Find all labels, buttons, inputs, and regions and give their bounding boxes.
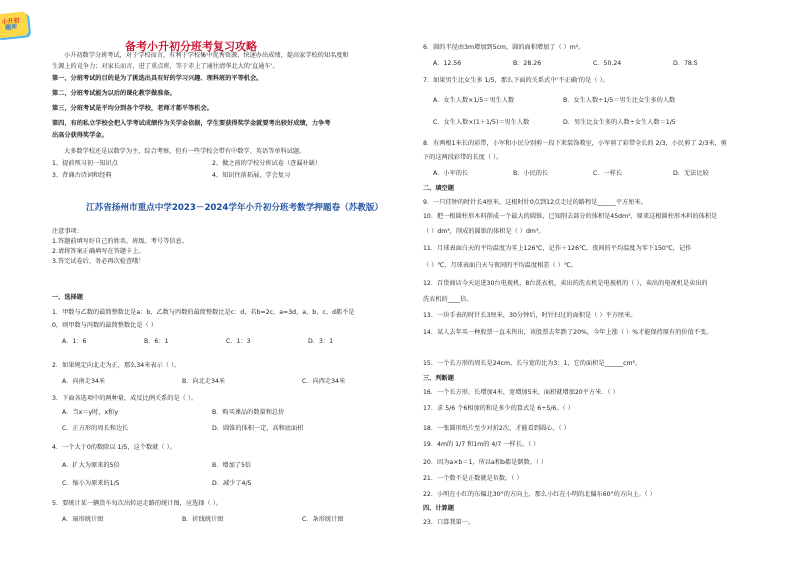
point-4-cont: 出高分获得奖学金。 — [52, 132, 108, 139]
left-column — [52, 0, 417, 562]
tip-2: 2、做之前的学校分班试卷（查漏补缺） — [212, 160, 322, 167]
q8-option-c: C．一样长 — [593, 170, 623, 177]
q4-option-a: A．扩大为原来的5倍 — [62, 462, 120, 469]
q2-option-c: C．向西走34米 — [302, 378, 346, 385]
q7-option-b: B．女生人数÷1/5＝男生比女生多的人数 — [563, 97, 676, 104]
q1-option-b: B．6：1 — [144, 338, 169, 345]
q3-option-d: D．圆锥的体积一定，高和底面积 — [212, 425, 304, 432]
q1-option-c: C．1：3 — [226, 338, 251, 345]
q23: 23．口算我第一。 — [423, 519, 475, 526]
q6-option-d: D．78.5 — [673, 60, 698, 67]
point-3: 第三，分班考试是平均分到各个学校，老师才都平等机会。 — [52, 105, 213, 112]
q2-stem: 2．如果规定向北走为正，那么34米表示（ ）。 — [52, 362, 181, 369]
q1-line-1: 1．甲数与乙数的最简整数比是a：b，乙数与丙数的最简整数比是c：d，若b=2c，a=3d，a、b、c、d都不是 — [52, 309, 355, 316]
logo-line-2: 题库 — [4, 23, 18, 32]
q20: 20．因为a×b＝1，所以a和b都是倒数。（ ） — [423, 459, 548, 466]
notice-3: 3.答完试卷后，务必再次检查哦！ — [52, 258, 145, 265]
q3-option-c: C．正方形的周长和边长 — [62, 425, 129, 432]
q5-option-a: A．扇形统计图 — [62, 516, 104, 523]
q6-option-a: A．12.56 — [433, 60, 462, 67]
q8-option-a: A．小军的长 — [433, 170, 469, 177]
notice-2: 2.请将答案正确填写在答题卡上。 — [52, 248, 145, 255]
q18: 18．一张圆形纸片至少对折2次，才能看到圆心。（ ） — [423, 425, 570, 432]
q7-option-d: D．男生比女生多的人数÷女生人数＝1/5 — [563, 119, 676, 126]
advice-text: 大多数学校还是以数学为主，综合考察，但有一些学校会带有中数学、英语等单科试题。 — [64, 148, 306, 155]
q7-stem: 7．如果男生比女生多 1/5，那么下面的关系式中‘不正确’的是（ ）。 — [423, 77, 609, 84]
tip-4: 4、知识往前拓展，学会复习 — [212, 172, 291, 179]
q10-line-1: 10．把一根圆柱形木料削成一个最大的圆锥，已知削去部分的体积是45dm³，原来这根圆柱形木料的体积是 — [423, 213, 718, 220]
tip-1: 1、提前预习初一知识点 — [52, 160, 118, 167]
tip-3: 3、背诵古诗词和经典 — [52, 172, 112, 179]
q1-option-d: D．3：1 — [308, 338, 334, 345]
q22: 22．小明在小红的东偏北30°的方向上，那么小红在小明的北偏东60°的方向上。（ ） — [423, 491, 656, 498]
q3-stem: 3．下面各选项中的两种量，成反比例关系的是（ ）。 — [52, 395, 198, 402]
exam-title: 江苏省扬州市重点中学2023－2024学年小升初分班考数学押题卷（苏教版） — [86, 203, 384, 213]
right-column — [423, 0, 768, 562]
q11-line-1: 11．月球表面白天的平均温度为零上126℃，记作＋126℃，夜间的平均温度为零下150℃，记作 — [423, 245, 692, 252]
notice-1: 1.答题前填写好自己的姓名、班级、考号等信息。 — [52, 238, 188, 245]
point-1: 第一，分班考试的目的是为了挑选出具有好的学习兴趣、理科班的平等机会。 — [52, 75, 263, 82]
q6-option-b: B．28.26 — [513, 60, 542, 67]
q7-option-a: A．女生人数×1/5＝男生人数 — [433, 97, 515, 104]
q12-line-1: 12．百货商店今天运进30台电视机，8台洗衣机，卖出的洗衣机是电视机的（ ），卖出的电视机是卖出的 — [423, 280, 708, 287]
section-choice: 一、选择题 — [52, 294, 83, 301]
q1-line-2: 0，则甲数与丙数的最简整数比是（ ） — [52, 322, 157, 329]
q5-option-c: C．条形统计图 — [302, 516, 344, 523]
q15: 15．一个长方形的周长是24cm，长与宽的比为3：1，它的面积是______cm²。 — [423, 360, 642, 367]
intro-line-1: 小升初数学分班考试，对于学校而言，有利于学校集中优秀资源，快速办出成绩，提高家学校的知名度和 — [64, 52, 349, 59]
q4-option-d: D．减少了4/5 — [212, 480, 252, 487]
mascot-logo — [0, 11, 29, 38]
intro-line-2: 生源上的竞争力；对家长而言，进了重点班，等于赤上了通往清华北大的‘直通车’。 — [52, 63, 279, 70]
q21: 21．一个数不是正数就是负数。（ ） — [423, 475, 523, 482]
point-4: 第四，有的私立学校会把入学考试成绩作为关学金依据，学生要获得奖学金就要考出较好成绩，力争考 — [52, 120, 331, 127]
q2-option-a: A．向南走34米 — [62, 378, 106, 385]
section-fill: 二、填空题 — [423, 185, 454, 192]
q3-option-b: B．购买课品的数量和总价 — [212, 409, 285, 416]
q16: 16．一个长方形，长增加4米，宽增加5米，面积就增加20平方米．（ ） — [423, 389, 619, 396]
point-2: 第二，分班考试能为以后的课化教学做准备。 — [52, 90, 176, 97]
q14: 14．某人去年买一种股票一直未售出，该股票去年跌了20%，今年上涨（ ）%才能保持原有的价值不变。 — [423, 329, 713, 336]
q7-option-c: C．女生人数×(1＋1/5)＝男生人数 — [433, 119, 530, 126]
q8-line-2: 下的这两段彩带的长度（ ）。 — [423, 154, 503, 161]
q9: 9．一只挂钟的时针长4厘米，这根时针0点到12点走过的路程是______平方厘米。 — [423, 199, 647, 206]
notice-title: 注意事项： — [52, 228, 83, 235]
q1-option-a: A．1：6 — [62, 338, 87, 345]
page-title: 备考小升初分班考复习攻略 — [125, 40, 257, 53]
q8-line-1: 8．有两根1米长的彩带，小军和小民分别剪一段下来装饰教室，小军剪了彩带全长的 2/3，小民剪了 2/3米，剪 — [423, 140, 727, 147]
q8-option-d: D．无法比较 — [673, 170, 709, 177]
section-judge: 三、判断题 — [423, 375, 454, 382]
q10-line-2: （ ）dm³，削成的圆锥的体积是（ ）dm³。 — [423, 228, 545, 235]
q4-option-c: C．缩小为原来的1/5 — [62, 480, 120, 487]
q17: 17．求 5/6 个6相加的和是多少的算式是 6÷5/6。（ ） — [423, 405, 574, 412]
q12-line-2: 洗衣机的____倍。 — [423, 296, 473, 303]
q4-option-b: B．增加了5倍 — [212, 462, 252, 469]
q11-line-2: （ ）℃，月球表面白天与夜间的平均温度相差（ ）℃。 — [423, 262, 577, 269]
section-calc: 四、计算题 — [423, 505, 454, 512]
q5-stem: 5．要统计某一辆货车每次出转运走路的统计图，应选择（ ）。 — [52, 500, 222, 507]
q4-stem: 4．一个大于0的数除以 1/5，这个数就（ ）。 — [52, 444, 176, 451]
q6-stem: 6．圆的半径由3m增加到5cm，圆的面积增加了（ ）m²。 — [423, 44, 585, 51]
q3-option-a: A．当x＝y时，x和y — [62, 409, 119, 416]
q19: 19．4m的 1/7 和1m的 4/7 一样长。（ ） — [423, 441, 540, 448]
q6-option-c: C．50.24 — [593, 60, 622, 67]
logo-line-1: 小升初 — [1, 16, 20, 26]
q13: 13．一块手表的时针长3厘米，30分钟后，时针扫过的面积是（ ）平方厘米。 — [423, 312, 637, 319]
q5-option-b: B．折线统计图 — [182, 516, 224, 523]
q8-option-b: B．小民的长 — [513, 170, 549, 177]
q2-option-b: B．向北走34米 — [182, 378, 226, 385]
